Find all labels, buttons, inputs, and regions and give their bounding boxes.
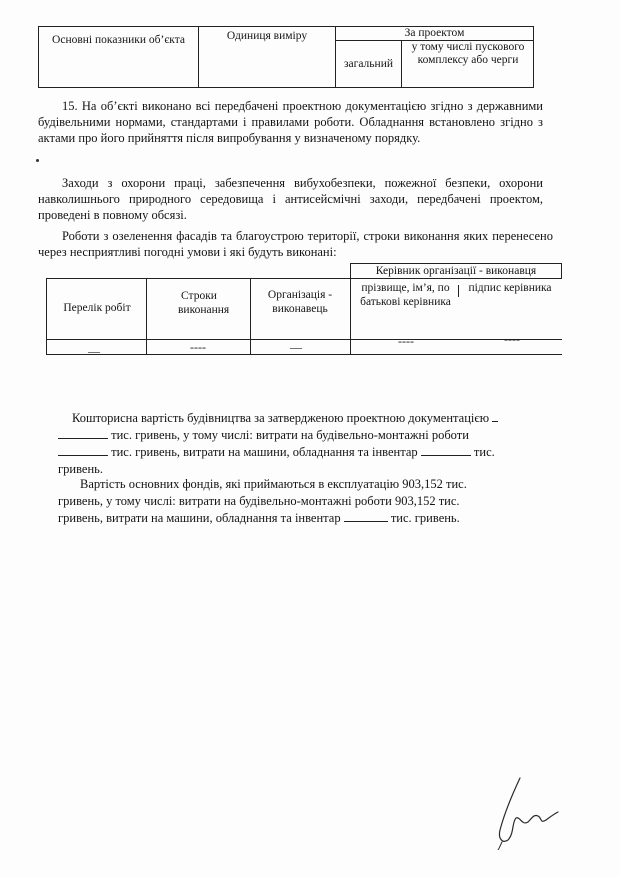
fixed-assets-line-2: гривень, у тому числі: витрати на будівельно-монтажні роботи 903,152 тис. <box>58 494 460 508</box>
estimate-line-3: тис. гривень, витрати на машини, обладнання та інвентар <box>111 445 418 459</box>
paragraph-facade-text: Роботи з озеленення фасадів та благоустрою території, строки виконання яких перенесено через несприятливі погодні умови і які будуть виконані: <box>38 229 553 259</box>
row-name: ---- <box>398 334 414 348</box>
header-signature: підпис керівника <box>468 282 552 294</box>
estimate-line-3-unit: тис. <box>473 445 495 459</box>
estimate-paragraph <box>58 410 558 478</box>
blank <box>58 445 108 456</box>
paragraph-safety-text: Заходи з охорони праці, забезпечення вибухобезпеки, пожежної безпеки, охорони навколишнього природного середовища і антисейсмічні заходи, передбачені проектом, проведені в повному обсязі. <box>38 176 543 222</box>
row-signature: ---- <box>504 332 520 346</box>
header-terms: Строки виконання <box>178 290 230 316</box>
header-name: прізвище, ім’я, по батькові керівника <box>360 282 451 308</box>
header-unit: Одиниця виміру <box>226 30 308 42</box>
fixed-assets-line-3-unit: тис. гривень. <box>390 511 460 525</box>
estimate-line-1: Кошторисна вартість будівництва за затвердженою проектною документацією <box>72 411 490 425</box>
paragraph-facade <box>38 228 553 260</box>
fixed-assets-line-1: Вартість основних фондів, які приймаються в експлуатацію 903,152 тис. <box>80 477 467 491</box>
paragraph-safety <box>38 175 543 223</box>
paragraph-15-text: 15. На об’єкті виконано всі передбачені проектною документацією згідно з державними будівельними нормами, стандартами і правилами роботи. Обладнання встановлено згідно з актами про його прийняття після випробування у визначеному порядку. <box>38 99 543 145</box>
estimate-line-4: гривень. <box>58 462 103 476</box>
object-indicators-table <box>38 26 534 88</box>
header-head: Керівник організації - виконавця <box>375 265 537 277</box>
blank <box>492 411 498 422</box>
header-total: загальний <box>343 58 393 70</box>
header-by-project: За проектом <box>404 27 465 39</box>
postponed-works-table <box>46 263 562 358</box>
blank <box>344 511 388 522</box>
paragraph-15 <box>38 98 543 146</box>
estimate-line-2: тис. гривень, у тому числі: витрати на будівельно-монтажні роботи <box>111 428 469 442</box>
blank <box>58 428 108 439</box>
header-incl-startup: у тому числі пускового комплексу або черги <box>411 41 525 66</box>
handwritten-signature <box>490 770 560 850</box>
blank <box>421 445 471 456</box>
header-main-indicators: Основні показники об’єкта <box>52 34 185 46</box>
row-org: — <box>290 340 302 354</box>
fixed-assets-line-3: гривень, витрати на машини, обладнання та інвентар <box>58 511 341 525</box>
header-works-list: Перелік робіт <box>63 302 131 314</box>
header-org: Організація - виконавець <box>267 289 333 315</box>
row-works-list: — <box>88 344 100 358</box>
margin-dot <box>36 159 39 162</box>
row-terms: ---- <box>190 340 206 354</box>
fixed-assets-paragraph <box>58 476 558 527</box>
